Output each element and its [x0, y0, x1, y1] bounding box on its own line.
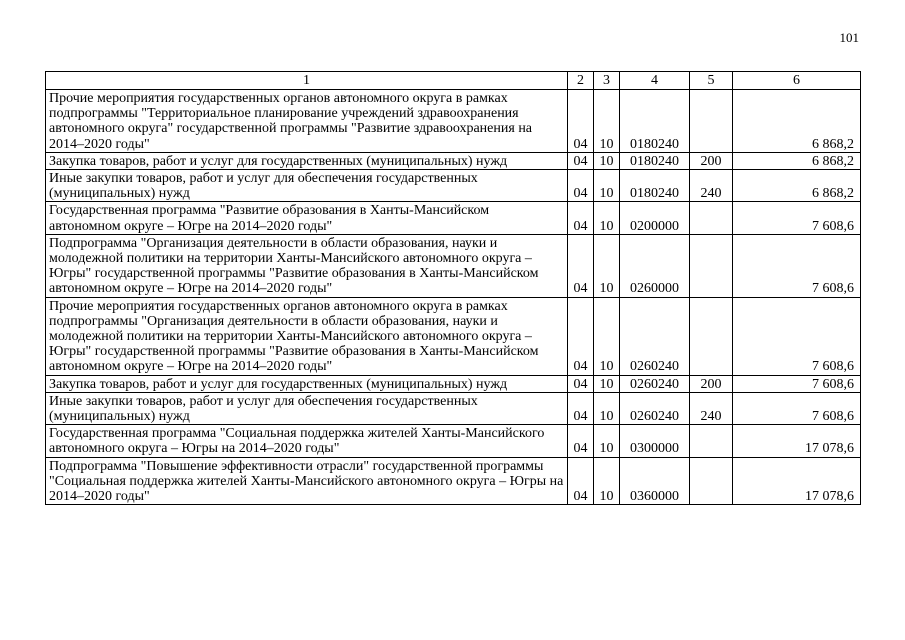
row-amount: 7 608,6	[733, 392, 861, 424]
table-row	[46, 425, 861, 457]
row-section: 04	[568, 392, 594, 424]
row-expense-type: 240	[690, 392, 733, 424]
row-section: 04	[568, 202, 594, 234]
row-name: Иные закупки товаров, работ и услуг для обеспечения государственных (муниципальных) нужд	[46, 170, 568, 202]
row-subsection: 10	[594, 457, 620, 505]
row-name: Подпрограмма "Организация деятельности в области образования, науки и молодежной политики на территории Ханты-Мансийского автономного округа – Югры" государственной программы "Развитие образования в Ханты-Мансийском автономном округе – Югре на 2014–2020 годы"	[46, 234, 568, 297]
row-target-article: 0260000	[620, 234, 690, 297]
row-expense-type	[690, 457, 733, 505]
table-row	[46, 297, 861, 375]
row-target-article: 0200000	[620, 202, 690, 234]
table-header-row	[46, 72, 861, 90]
row-amount: 7 608,6	[733, 375, 861, 392]
row-expense-type: 200	[690, 375, 733, 392]
row-section: 04	[568, 90, 594, 153]
row-amount: 17 078,6	[733, 457, 861, 505]
row-amount: 6 868,2	[733, 90, 861, 153]
row-expense-type: 240	[690, 170, 733, 202]
row-subsection: 10	[594, 90, 620, 153]
table-row	[46, 90, 861, 153]
table-row	[46, 375, 861, 392]
row-subsection: 10	[594, 297, 620, 375]
row-subsection: 10	[594, 234, 620, 297]
row-name: Прочие мероприятия государственных органов автономного округа в рамках подпрограммы "Территориальное планирование учреждений здравоохранения автономного округа" государственной программы "Развитие здравоохранения на 2014–2020 годы"	[46, 90, 568, 153]
row-section: 04	[568, 457, 594, 505]
row-name: Иные закупки товаров, работ и услуг для обеспечения государственных (муниципальных) нужд	[46, 392, 568, 424]
row-subsection: 10	[594, 425, 620, 457]
budget-table	[45, 71, 861, 505]
row-name: Закупка товаров, работ и услуг для государственных (муниципальных) нужд	[46, 375, 568, 392]
row-expense-type	[690, 202, 733, 234]
header-col-1: 1	[46, 72, 568, 90]
row-section: 04	[568, 375, 594, 392]
row-expense-type	[690, 297, 733, 375]
row-subsection: 10	[594, 392, 620, 424]
row-amount: 7 608,6	[733, 202, 861, 234]
row-name: Закупка товаров, работ и услуг для государственных (муниципальных) нужд	[46, 152, 568, 169]
page-number: 101	[839, 30, 859, 45]
table-row	[46, 202, 861, 234]
row-amount: 6 868,2	[733, 152, 861, 169]
table-row	[46, 234, 861, 297]
row-section: 04	[568, 170, 594, 202]
table-row	[46, 392, 861, 424]
header-col-6: 6	[733, 72, 861, 90]
row-section: 04	[568, 425, 594, 457]
header-col-4: 4	[620, 72, 690, 90]
row-subsection: 10	[594, 152, 620, 169]
row-name: Государственная программа "Социальная поддержка жителей Ханты-Мансийского автономного округа – Югры на 2014–2020 годы"	[46, 425, 568, 457]
header-col-5: 5	[690, 72, 733, 90]
table-row	[46, 152, 861, 169]
row-section: 04	[568, 234, 594, 297]
row-subsection: 10	[594, 375, 620, 392]
row-subsection: 10	[594, 202, 620, 234]
row-target-article: 0260240	[620, 375, 690, 392]
row-amount: 17 078,6	[733, 425, 861, 457]
row-amount: 7 608,6	[733, 297, 861, 375]
row-subsection: 10	[594, 170, 620, 202]
row-name: Прочие мероприятия государственных органов автономного округа в рамках подпрограммы "Организация деятельности в области образования, науки и молодежной политики на территории Ханты-Мансийского автономного округа – Югры" государственной программы "Развитие образования в Ханты-Мансийском автономном округе – Югре на 2014–2020 годы"	[46, 297, 568, 375]
row-expense-type: 200	[690, 152, 733, 169]
row-name: Государственная программа "Развитие образования в Ханты-Мансийском автономном округе – Югре на 2014–2020 годы"	[46, 202, 568, 234]
header-col-2: 2	[568, 72, 594, 90]
row-target-article: 0180240	[620, 170, 690, 202]
row-target-article: 0260240	[620, 392, 690, 424]
row-expense-type	[690, 425, 733, 457]
row-target-article: 0180240	[620, 90, 690, 153]
table-row	[46, 170, 861, 202]
row-section: 04	[568, 152, 594, 169]
header-col-3: 3	[594, 72, 620, 90]
table-row	[46, 457, 861, 505]
row-expense-type	[690, 234, 733, 297]
row-target-article: 0360000	[620, 457, 690, 505]
row-section: 04	[568, 297, 594, 375]
row-expense-type	[690, 90, 733, 153]
row-target-article: 0260240	[620, 297, 690, 375]
row-target-article: 0180240	[620, 152, 690, 169]
row-amount: 7 608,6	[733, 234, 861, 297]
row-amount: 6 868,2	[733, 170, 861, 202]
row-name: Подпрограмма "Повышение эффективности отрасли" государственной программы "Социальная поддержка жителей Ханты-Мансийского автономного округа – Югры на 2014–2020 годы"	[46, 457, 568, 505]
row-target-article: 0300000	[620, 425, 690, 457]
